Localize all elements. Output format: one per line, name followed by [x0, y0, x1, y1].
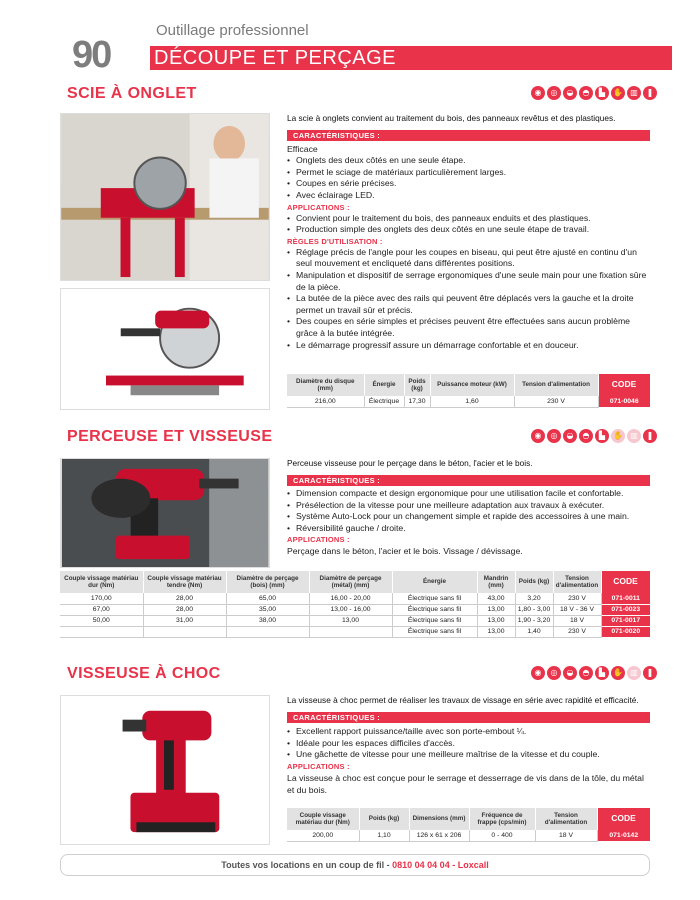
- list-item: • Réglage précis de l'angle pour les coupes en biseau, qui peut être ajusté en continu d'un seul mouvement et encliqueté dans différentes positions.: [287, 247, 650, 270]
- column-header: Couple vissage matériau dur (Nm): [60, 571, 143, 593]
- table-header-row: [60, 571, 650, 593]
- table-cell: 18 V - 36 V: [553, 604, 601, 615]
- table-row: [287, 830, 650, 841]
- category-title: DÉCOUPE ET PERÇAGE: [154, 47, 397, 69]
- table-cell: Électrique: [364, 396, 404, 407]
- table-cell: 1,10: [359, 830, 409, 841]
- category-label: Outillage professionnel: [156, 22, 309, 39]
- list-item: • Avec éclairage LED.: [287, 190, 650, 202]
- table-row: [60, 604, 650, 615]
- table-cell: 50,00: [60, 615, 143, 626]
- list-item: • Manipulation et dispositif de serrage ergonomiques d'une seule main pour une fixation sûre de la pièce.: [287, 270, 650, 293]
- column-header: Énergie: [392, 571, 477, 593]
- table-cell: 38,00: [226, 615, 309, 626]
- table-cell: 216,00: [287, 396, 364, 407]
- boot-icon: ▙: [595, 666, 609, 680]
- table-cell: 13,00: [309, 615, 392, 626]
- drill-illustration: [61, 459, 269, 567]
- table-cell: [309, 626, 392, 637]
- table-cell: 65,00: [226, 593, 309, 604]
- product-photo-drill-driver: [60, 458, 270, 568]
- ear-protection-icon: ◎: [547, 429, 561, 443]
- list-item: • Des coupes en série simples et précises peuvent être effectuées sans aucun problème grâce à la butée intégrée.: [287, 316, 650, 339]
- boot-icon: ▙: [595, 429, 609, 443]
- column-header: Couple vissage matériau dur (Nm): [287, 808, 359, 830]
- table-row: [60, 615, 650, 626]
- table-row: [287, 396, 650, 407]
- column-header: Diamètre de perçage (métal) (mm): [309, 571, 392, 593]
- apron-icon: ▥: [627, 666, 641, 680]
- page-margin: [0, 0, 14, 900]
- column-header: Tension d'alimentation: [553, 571, 601, 593]
- usage-rules-list: [287, 247, 650, 351]
- table-cell: 35,00: [226, 604, 309, 615]
- characteristics-list: [287, 726, 650, 761]
- safety-icons-row: [531, 429, 657, 443]
- column-header: Couple vissage matériau tendre (Nm): [143, 571, 226, 593]
- product-code: 071-0017: [601, 615, 650, 626]
- table-cell: 170,00: [60, 593, 143, 604]
- product-intro: La visseuse à choc permet de réaliser les travaux de vissage en série avec rapidité et efficacité.: [287, 695, 639, 705]
- table-cell: Électrique sans fil: [392, 615, 477, 626]
- mask-icon: ◒: [563, 86, 577, 100]
- list-item: • Une gâchette de vitesse pour une meilleure maîtrise de la vitesse et du couple.: [287, 749, 650, 761]
- table-cell: Électrique sans fil: [392, 593, 477, 604]
- table-cell: 230 V: [514, 396, 598, 407]
- characteristics-bar: CARACTÉRISTIQUES :: [287, 712, 650, 723]
- goggles-icon: ◉: [531, 429, 545, 443]
- table-row: [60, 593, 650, 604]
- list-item: • Permet le sciage de matériaux particulièrement larges.: [287, 167, 650, 179]
- column-header: Énergie: [364, 374, 404, 396]
- list-item: • Excellent rapport puissance/taille avec son porte-embout ¼.: [287, 726, 650, 738]
- table-cell: [60, 626, 143, 637]
- table-cell: [143, 626, 226, 637]
- table-cell: 28,00: [143, 593, 226, 604]
- table-cell: Électrique sans fil: [392, 626, 477, 637]
- table-cell: 13,00: [477, 604, 515, 615]
- product-photo-impact-driver: [60, 695, 270, 845]
- drill-driver-description: [287, 488, 650, 558]
- impact-driver-illustration: [61, 696, 269, 844]
- list-item: • Dimension compacte et design ergonomique pour une utilisation facile et confortable.: [287, 488, 650, 500]
- applications-label: APPLICATIONS :: [287, 202, 350, 212]
- table-cell: 3,20: [515, 593, 553, 604]
- product-title-drill-driver: PERCEUSE ET VISSEUSE: [67, 428, 273, 445]
- mask-icon: ◒: [563, 666, 577, 680]
- column-header: Fréquence de frappe (cps/min): [469, 808, 535, 830]
- miter-saw-description: [287, 143, 650, 351]
- product-title-miter-saw: SCIE À ONGLET: [67, 85, 197, 102]
- safety-icons-row: [531, 666, 657, 680]
- table-row: [60, 626, 650, 637]
- code-header: CODE: [601, 571, 650, 593]
- list-item: • Convient pour le traitement du bois, des panneaux enduits et des plastiques.: [287, 213, 650, 225]
- table-cell: 18 V: [553, 615, 601, 626]
- table-cell: 13,00: [477, 626, 515, 637]
- product-code: 071-0142: [597, 830, 650, 841]
- table-cell: 31,00: [143, 615, 226, 626]
- characteristics-bar: CARACTÉRISTIQUES :: [287, 130, 650, 141]
- usage-rules-label: RÈGLES D'UTILISATION :: [287, 236, 383, 246]
- table-cell: 1,60: [430, 396, 514, 407]
- miter-saw-illustration: [61, 289, 269, 409]
- helmet-icon: ◓: [579, 666, 593, 680]
- code-header: CODE: [597, 808, 650, 830]
- product-code: 071-0020: [601, 626, 650, 637]
- apron-icon: ▥: [627, 429, 641, 443]
- list-item: • Le démarrage progressif assure un démarrage confortable et en douceur.: [287, 340, 650, 352]
- manual-icon: ❚: [643, 666, 657, 680]
- column-header: Puissance moteur (kW): [430, 374, 514, 396]
- apron-icon: ▥: [627, 86, 641, 100]
- product-code: 071-0023: [601, 604, 650, 615]
- table-cell: 230 V: [553, 593, 601, 604]
- column-header: Diamètre de perçage (bois) (mm): [226, 571, 309, 593]
- glove-icon: ✋: [611, 86, 625, 100]
- list-item: • Présélection de la vitesse pour une meilleure adaptation aux travaux à exécuter.: [287, 500, 650, 512]
- characteristics-list: [287, 488, 650, 534]
- list-item: • Réversibilité gauche / droite.: [287, 523, 650, 535]
- column-header: Mandrin (mm): [477, 571, 515, 593]
- table-cell: 1,90 - 3,20: [515, 615, 553, 626]
- impact-driver-description: [287, 726, 650, 796]
- category-title-bar: [150, 46, 672, 70]
- footer-text: Toutes vos locations en un coup de fil -: [221, 860, 393, 870]
- manual-icon: ❚: [643, 429, 657, 443]
- table-cell: 230 V: [553, 626, 601, 637]
- table-cell: 13,00 - 16,00: [309, 604, 392, 615]
- helmet-icon: ◓: [579, 86, 593, 100]
- goggles-icon: ◉: [531, 86, 545, 100]
- product-code: 071-0011: [601, 593, 650, 604]
- list-item: • Système Auto-Lock pour un changement simple et rapide des accessoires à une main.: [287, 511, 650, 523]
- table-cell: 18 V: [535, 830, 597, 841]
- table-cell: 43,00: [477, 593, 515, 604]
- list-item: • Onglets des deux côtés en une seule étape.: [287, 155, 650, 167]
- column-header: Poids (kg): [404, 374, 430, 396]
- miter-saw-worker-illustration: [61, 114, 269, 280]
- table-cell: 200,00: [287, 830, 359, 841]
- product-photo-miter-saw-in-use: [60, 113, 270, 281]
- column-header: Poids (kg): [515, 571, 553, 593]
- column-header: Tension d'alimentation: [535, 808, 597, 830]
- table-cell: 17,30: [404, 396, 430, 407]
- list-item: • Idéale pour les espaces difficiles d'accès.: [287, 738, 650, 750]
- list-item: • Production simple des onglets des deux côtés en une seule étape de travail.: [287, 224, 650, 236]
- list-item: • La butée de la pièce avec des rails qui peuvent être déplacés vers la gauche et la droite permet un travail sûr et précis.: [287, 293, 650, 316]
- table-cell: 28,00: [143, 604, 226, 615]
- table-cell: 1,80 - 3,00: [515, 604, 553, 615]
- table-cell: [226, 626, 309, 637]
- spec-table-drill-driver: [60, 571, 651, 638]
- goggles-icon: ◉: [531, 666, 545, 680]
- product-intro: La scie à onglets convient au traitement du bois, des panneaux revêtus et des plastiques.: [287, 113, 616, 123]
- ear-protection-icon: ◎: [547, 86, 561, 100]
- applications-list: [287, 213, 650, 236]
- page-number: 90: [72, 34, 111, 76]
- table-cell: 67,00: [60, 604, 143, 615]
- column-header: Tension d'alimentation: [514, 374, 598, 396]
- glove-icon: ✋: [611, 666, 625, 680]
- footer-contact: [60, 854, 650, 876]
- applications-text: La visseuse à choc est conçue pour le serrage et desserrage de vis dans de la tôle, du métal et du bois.: [287, 772, 644, 795]
- applications-label: APPLICATIONS :: [287, 535, 350, 545]
- characteristics-lead: Efficace: [287, 144, 318, 154]
- helmet-icon: ◓: [579, 429, 593, 443]
- characteristics-bar: CARACTÉRISTIQUES :: [287, 475, 650, 486]
- column-header: Poids (kg): [359, 808, 409, 830]
- column-header: Dimensions (mm): [409, 808, 469, 830]
- mask-icon: ◒: [563, 429, 577, 443]
- table-header-row: [287, 374, 650, 396]
- footer-phone[interactable]: 0810 04 04 04: [392, 860, 450, 870]
- column-header: Diamètre du disque (mm): [287, 374, 364, 396]
- table-cell: 126 x 61 x 206: [409, 830, 469, 841]
- footer-brand: - Loxcall: [449, 860, 489, 870]
- table-cell: 16,00 - 20,00: [309, 593, 392, 604]
- table-cell: 1,40: [515, 626, 553, 637]
- code-header: CODE: [598, 374, 650, 396]
- manual-icon: ❚: [643, 86, 657, 100]
- table-cell: 13,00: [477, 615, 515, 626]
- list-item: • Coupes en série précises.: [287, 178, 650, 190]
- safety-icons-row: [531, 86, 657, 100]
- ear-protection-icon: ◎: [547, 666, 561, 680]
- characteristics-list: [287, 155, 650, 201]
- spec-table-impact-driver: [287, 808, 651, 842]
- product-intro: Perceuse visseuse pour le perçage dans le béton, l'acier et le bois.: [287, 458, 533, 468]
- product-photo-miter-saw: [60, 288, 270, 410]
- product-code: 071-0046: [598, 396, 650, 407]
- glove-icon: ✋: [611, 429, 625, 443]
- boot-icon: ▙: [595, 86, 609, 100]
- table-cell: Électrique sans fil: [392, 604, 477, 615]
- table-cell: 0 - 400: [469, 830, 535, 841]
- applications-text: Perçage dans le béton, l'acier et le bois. Vissage / dévissage.: [287, 546, 523, 557]
- table-header-row: [287, 808, 650, 830]
- applications-label: APPLICATIONS :: [287, 761, 350, 771]
- product-title-impact-driver: VISSEUSE À CHOC: [67, 665, 221, 682]
- spec-table-miter-saw: [287, 374, 651, 408]
